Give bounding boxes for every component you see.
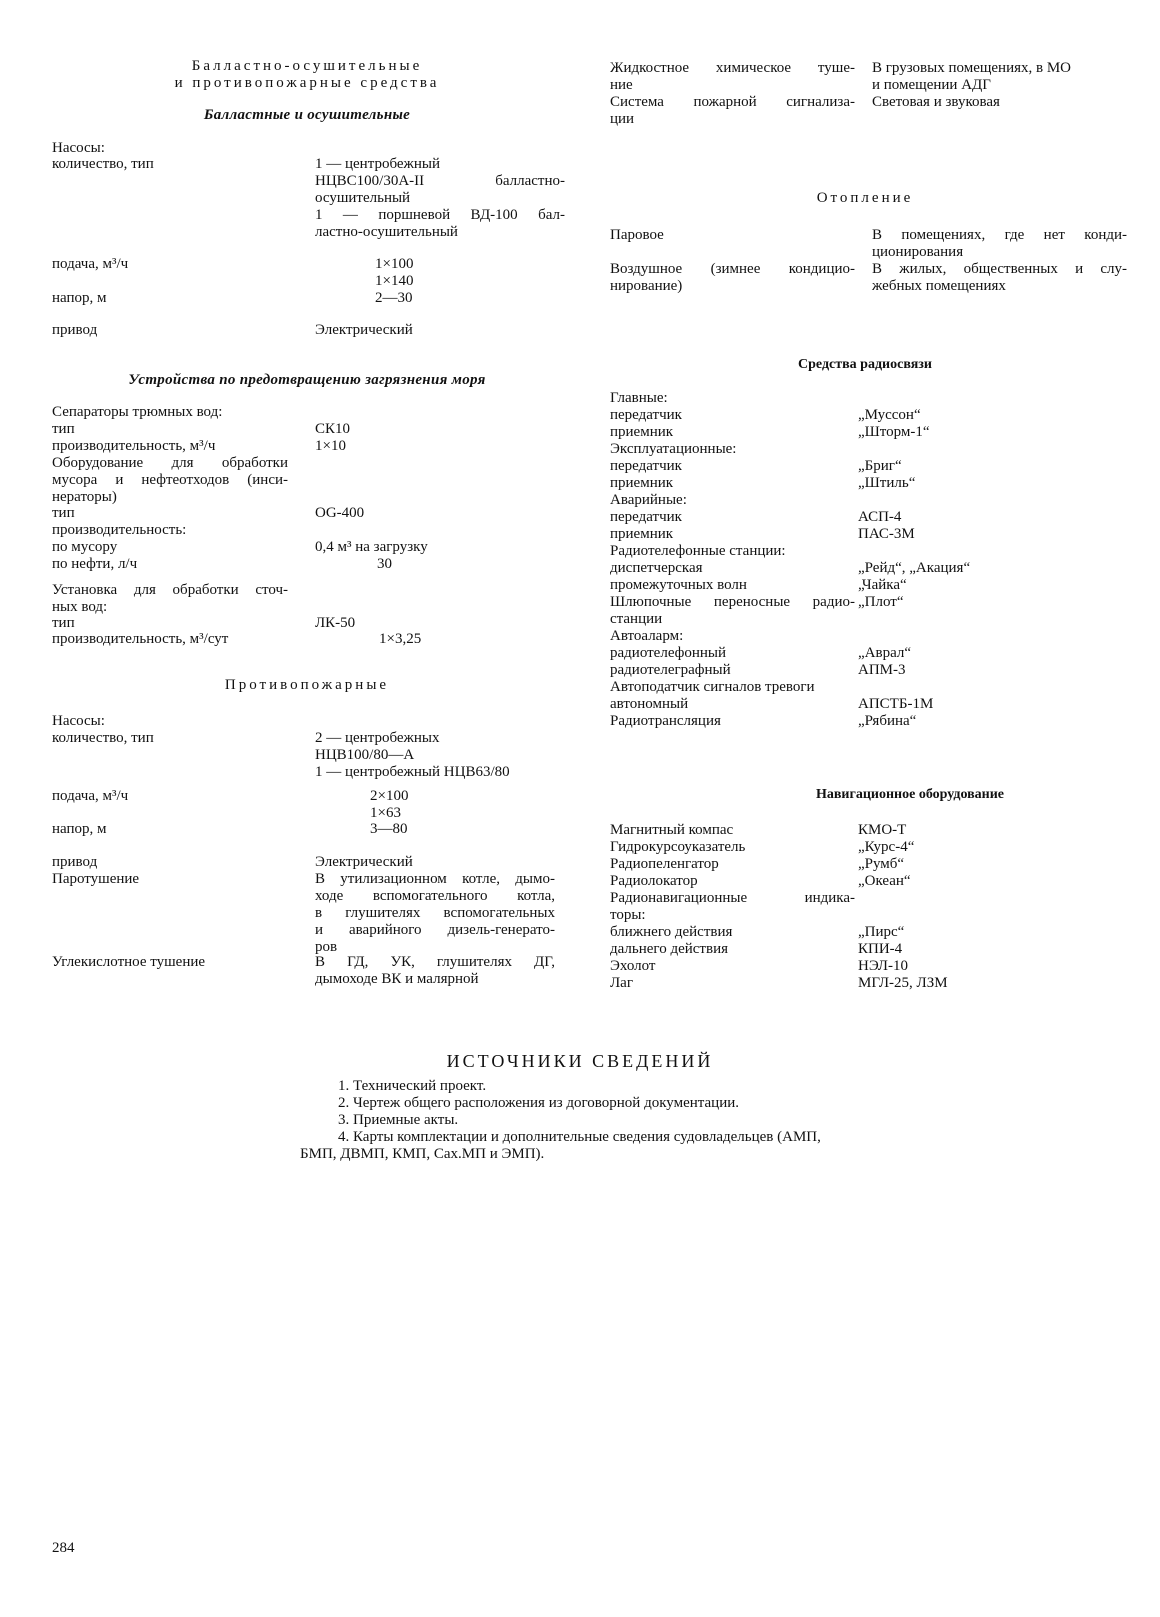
pollution-sep-label: Сепараторы трюмных вод:: [52, 404, 223, 420]
radio-tx2-label: передатчик: [610, 458, 682, 474]
heating-heading: Отопление: [816, 190, 914, 206]
ballast-feed-label: подача, м³/ч: [52, 256, 129, 272]
fire-pumps-label: Насосы:: [52, 713, 105, 729]
radio-auto-label-2: автономный: [610, 696, 689, 712]
fire-co2-v1: В ГД, УК, глушителях ДГ,: [315, 954, 555, 970]
fire-co2-v2: дымоходе ВК и малярной: [315, 971, 479, 987]
nav-echo-value: НЭЛ-10: [858, 958, 908, 974]
nav-far-label: дальнего действия: [610, 941, 729, 957]
sources-section: [300, 1050, 860, 1163]
radio-rx1-label: приемник: [610, 424, 674, 440]
nav-near-label: ближнего действия: [610, 924, 733, 940]
radio-rtg-value: АПМ-3: [858, 662, 906, 678]
fire-feed-v2: 1×63: [370, 805, 401, 821]
liquid-label-2: ние: [610, 77, 633, 93]
nav-rnav-label: [610, 890, 855, 924]
section-title-line1: Балластно-осушительные: [191, 58, 423, 74]
source-item-1: 1. Технический проект.: [338, 1078, 487, 1094]
radio-boat-value: „Плот“: [858, 594, 904, 610]
fire-steam-v3: в глушителях вспомогательных: [315, 905, 555, 921]
nav-gyro-value: „Курс-4“: [858, 839, 915, 855]
radio-rt-label: Радиотелефонные станции:: [610, 543, 786, 559]
radio-mid-value: „Чайка“: [858, 577, 907, 593]
radio-rx2-value: „Штиль“: [858, 475, 916, 491]
radio-oper-label: Эксплуатационные:: [610, 441, 737, 457]
heating-steam-label: Паровое: [610, 227, 664, 243]
fire-steam-v1: В утилизационном котле, дымо-: [315, 871, 555, 887]
fire-feed-label: подача, м³/ч: [52, 788, 129, 804]
pollution-equip-3: нераторы): [52, 489, 117, 505]
nav-compass-label: Магнитный компас: [610, 822, 734, 838]
liquid-value: [872, 60, 1127, 94]
pollution-type-value: СК10: [315, 421, 351, 437]
pollution-type3-label: тип: [52, 615, 75, 631]
radio-auto-label-1: Автоподатчик сигналов тревоги: [610, 679, 815, 695]
ballast-qty-v3: осушительный: [315, 190, 411, 206]
radio-broadcast-label: Радиотрансляция: [610, 713, 721, 729]
fire-steam-v2: ходе вспомогательного котла,: [315, 888, 555, 904]
source-item-4: 4. Карты комплектации и дополнительные сведения судовладельцев (АМП, БМП, ДВМП, КМП, Сах.МП и ЭМП).: [300, 1129, 821, 1162]
heating-steam-v1: В помещениях, где нет конди-: [872, 227, 1127, 243]
pollution-heading: Устройства по предотвращению загрязнения моря: [128, 372, 486, 388]
pollution-perf-label: производительность, м³/ч: [52, 438, 216, 454]
pollution-garbage-value: 0,4 м³ на загрузку: [315, 539, 428, 555]
nav-far-value: КПИ-4: [858, 941, 903, 957]
fire-head-label: напор, м: [52, 821, 107, 837]
source-item-2: 2. Чертеж общего расположения из договорной документации.: [338, 1095, 740, 1111]
fire-steam-label: Паротушение: [52, 871, 140, 887]
ballast-head-label: напор, м: [52, 290, 107, 306]
fire-head-value: 3—80: [370, 821, 408, 837]
ballast-qty-v2: НЦВС100/30А-II балластно-: [315, 173, 565, 189]
radio-tx3-value: АСП-4: [858, 509, 902, 525]
ballast-head-value: 2—30: [375, 290, 413, 306]
fire-steam-v4: и аварийного дизель-генерато-: [315, 922, 555, 938]
pollution-perf3-value: 1×3,25: [379, 631, 422, 647]
sources-title: ИСТОЧНИКИ СВЕДЕНИЙ: [446, 1051, 714, 1071]
radio-boat-label-1: Шлюпочные переносные радио-: [610, 594, 855, 610]
page-number: 284: [52, 1540, 75, 1556]
radio-tx1-value: „Муссон“: [858, 407, 921, 423]
radio-mid-label: промежуточных волн: [610, 577, 747, 593]
liquid-label-1: Жидкостное химическое туше-: [610, 60, 855, 76]
section-title-line2: и противопожарные средства: [174, 75, 440, 91]
ballast-qty-v5: ластно-осушительный: [315, 224, 458, 240]
radio-boat-label-2: станции: [610, 611, 663, 627]
radio-tx2-value: „Бриг“: [858, 458, 902, 474]
fire-feed-v1: 2×100: [370, 788, 409, 804]
heating-air-label: [610, 261, 855, 295]
radio-emerg-label: Аварийные:: [610, 492, 687, 508]
radio-broadcast-value: „Рябина“: [858, 713, 917, 729]
radio-tx3-label: передатчик: [610, 509, 682, 525]
nav-heading: Навигационное оборудование: [815, 787, 1005, 802]
fire-drive-label: привод: [52, 854, 98, 870]
alarm-label-1: Система пожарной сигнализа-: [610, 94, 855, 110]
fire-co2-label: Углекислотное тушение: [52, 954, 206, 970]
radio-rtg-label: радиотелеграфный: [610, 662, 731, 678]
radio-auto-label: [610, 679, 855, 713]
fire-qty-label: количество, тип: [52, 730, 154, 746]
radio-disp-value: „Рейд“, „Акация“: [858, 560, 971, 576]
liquid-v1: В грузовых помещениях, в МО: [872, 60, 1072, 76]
radio-heading: Средства радиосвязи: [798, 357, 932, 372]
pollution-type3-value: ЛК-50: [315, 615, 356, 631]
pollution-perf-value: 1×10: [315, 438, 346, 454]
nav-rdf-value: „Румб“: [858, 856, 905, 872]
pollution-oil-value: 30: [377, 556, 392, 572]
liquid-v2: и помещении АДГ: [872, 77, 991, 93]
ballast-feed-v1: 1×100: [375, 256, 414, 272]
pollution-equip-1: Оборудование для обработки: [52, 455, 288, 471]
pollution-equip-label: [52, 455, 288, 506]
heating-air-value: [872, 261, 1127, 295]
fire-heading: Противопожарные: [224, 677, 390, 693]
ballast-feed-v2: 1×140: [375, 273, 414, 289]
nav-gyro-label: Гидрокурсоуказатель: [610, 839, 746, 855]
nav-echo-label: Эхолот: [610, 958, 656, 974]
pollution-type-label: тип: [52, 421, 75, 437]
radio-rx2-label: приемник: [610, 475, 674, 491]
ballast-qty-label: количество, тип: [52, 156, 154, 172]
heating-air-label-2: нирование): [610, 278, 683, 294]
ballast-pumps-label: Насосы:: [52, 140, 105, 156]
fire-steam-v5: ров: [315, 939, 338, 955]
ballast-qty-v4: 1 — поршневой ВД-100 бал-: [315, 207, 565, 223]
nav-near-value: „Пирс“: [858, 924, 905, 940]
nav-radar-label: Радиолокатор: [610, 873, 698, 889]
radio-main-label: Главные:: [610, 390, 668, 406]
ballast-qty-v1: 1 — центробежный: [315, 156, 441, 172]
radio-rtel-value: „Аврал“: [858, 645, 912, 661]
nav-compass-value: КМО-Т: [858, 822, 907, 838]
pollution-garbage-label: по мусору: [52, 539, 118, 555]
ballast-drive-value: Электрический: [315, 322, 413, 338]
fire-qty-value: [315, 730, 565, 781]
fire-qty-v3: 1 — центробежный НЦВ63/80: [315, 764, 510, 780]
pollution-perf2-label: производительность:: [52, 522, 187, 538]
radio-autoalarm-label: Автоаларм:: [610, 628, 684, 644]
pollution-equip-2: мусора и нефтеотходов (инси-: [52, 472, 288, 488]
liquid-label: [610, 60, 855, 94]
pollution-sewage-label: [52, 582, 288, 616]
pollution-sewage-1: Установка для обработки сточ-: [52, 582, 288, 598]
heating-steam-v2: ционирования: [872, 244, 964, 260]
radio-rtel-label: радиотелефонный: [610, 645, 727, 661]
ballast-drive-label: привод: [52, 322, 98, 338]
nav-rnav-label-2: торы:: [610, 907, 646, 923]
alarm-label-2: ции: [610, 111, 635, 127]
nav-rnav-label-1: Радионавигационные индика-: [610, 890, 855, 906]
radio-auto-value: АПСТБ-1М: [858, 696, 934, 712]
radio-rx3-label: приемник: [610, 526, 674, 542]
nav-log-value: МГЛ-25, ЛЗМ: [858, 975, 948, 991]
heating-air-v2: жебных помещениях: [872, 278, 1006, 294]
radio-disp-label: диспетчерская: [610, 560, 703, 576]
ballast-heading: Балластные и осушительные: [203, 107, 411, 123]
radio-boat-label: [610, 594, 855, 628]
fire-feed-value: [315, 788, 565, 822]
radio-tx1-label: передатчик: [610, 407, 682, 423]
pollution-type2-label: тип: [52, 505, 75, 521]
ballast-feed-value: [315, 256, 565, 290]
nav-radar-value: „Океан“: [858, 873, 911, 889]
heating-steam-value: [872, 227, 1127, 261]
pollution-type2-value: OG-400: [315, 505, 365, 521]
nav-rdf-label: Радиопеленгатор: [610, 856, 719, 872]
pollution-sewage-2: ных вод:: [52, 599, 108, 615]
radio-rx3-value: ПАС-3М: [858, 526, 915, 542]
radio-rx1-value: „Шторм-1“: [858, 424, 930, 440]
pollution-perf3-label: производительность, м³/сут: [52, 631, 229, 647]
heating-air-label-1: Воздушное (зимнее кондицио-: [610, 261, 855, 277]
heating-air-v1: В жилых, общественных и слу-: [872, 261, 1127, 277]
fire-drive-value: Электрический: [315, 854, 413, 870]
ballast-qty-value: [315, 156, 565, 241]
fire-qty-v1: 2 — центробежных: [315, 730, 440, 746]
fire-steam-value: [315, 871, 555, 956]
alarm-label: [610, 94, 855, 128]
nav-log-label: Лаг: [610, 975, 633, 991]
source-item-3: 3. Приемные акты.: [338, 1112, 459, 1128]
pollution-oil-label: по нефти, л/ч: [52, 556, 138, 572]
alarm-value: Световая и звуковая: [872, 94, 1000, 110]
fire-co2-value: [315, 954, 555, 988]
fire-qty-v2: НЦВ100/80—А: [315, 747, 415, 763]
